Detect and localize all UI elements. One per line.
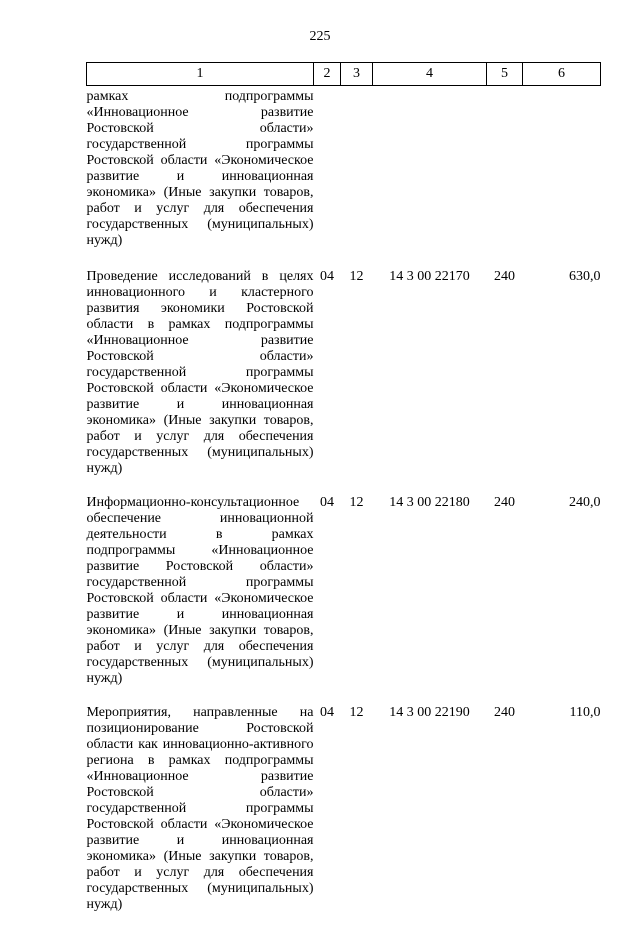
row-target-article: 14 3 00 22180 (389, 495, 470, 510)
table-row (87, 495, 601, 705)
row-amount: 110,0 (569, 705, 601, 720)
row-section-code (314, 86, 341, 270)
column-header-5: 5 (487, 63, 523, 86)
row-amount: 630,0 (569, 269, 601, 284)
column-header-2: 2 (314, 63, 341, 86)
row-description: Проведение исследований в целях инновационного и кластерного развития экономики Ростовской области в рамках подпрограммы «Инновационное развитие Ростовской области» государственной программы Ростовской области «Экономическое развитие и инновационная экономика» (Иные закупки товаров, работ и услуг для обеспечения государственных (муниципальных) нужд) (86, 269, 314, 476)
row-expense-type: 240 (494, 269, 515, 284)
column-header-3: 3 (341, 63, 373, 86)
column-header-4: 4 (373, 63, 487, 86)
table-row (87, 705, 601, 931)
row-target-article: 14 3 00 22170 (389, 269, 470, 284)
budget-table (86, 62, 601, 931)
row-amount (523, 86, 601, 270)
row-amount: 240,0 (569, 495, 601, 510)
row-expense-type: 240 (494, 705, 515, 720)
row-expense-type (487, 86, 523, 270)
table-header-row (87, 63, 601, 86)
row-target-article (373, 86, 487, 270)
table-row (87, 269, 601, 495)
row-target-article: 14 3 00 22190 (389, 705, 470, 720)
column-header-1: 1 (87, 63, 314, 86)
row-section-code: 04 (320, 269, 334, 284)
row-description: рамках подпрограммы «Инновационное развитие Ростовской области» государственной программы Ростовской области «Экономическое развитие и инновационная экономика» (Иные закупки товаров, работ и услуг для обеспечения государственных (муниципальных) нужд) (86, 89, 314, 248)
page-number: 225 (309, 29, 331, 44)
row-section-code: 04 (320, 705, 334, 720)
row-section-code: 04 (320, 495, 334, 510)
row-description: Мероприятия, направленные на позиционирование Ростовской области как инновационно-активного региона в рамках подпрограммы «Инновационное развитие Ростовской области» государственной программы Ростовской области «Экономическое развитие и инновационная экономика» (Иные закупки товаров, работ и услуг для обеспечения государственных (муниципальных) нужд) (86, 705, 314, 912)
row-expense-type: 240 (494, 495, 515, 510)
table-row (87, 86, 601, 270)
row-description: Информационно-консультационное обеспечение инновационной деятельности в рамках подпрограммы «Инновационное развитие Ростовской области» государственной программы Ростовской области «Экономическое развитие и инновационная экономика» (Иные закупки товаров, работ и услуг для обеспечения государственных (муниципальных) нужд) (86, 495, 314, 686)
row-subsection-code: 12 (349, 705, 364, 720)
row-subsection-code (341, 86, 373, 270)
row-subsection-code: 12 (349, 495, 364, 510)
column-header-6: 6 (523, 63, 601, 86)
row-subsection-code: 12 (349, 269, 364, 284)
